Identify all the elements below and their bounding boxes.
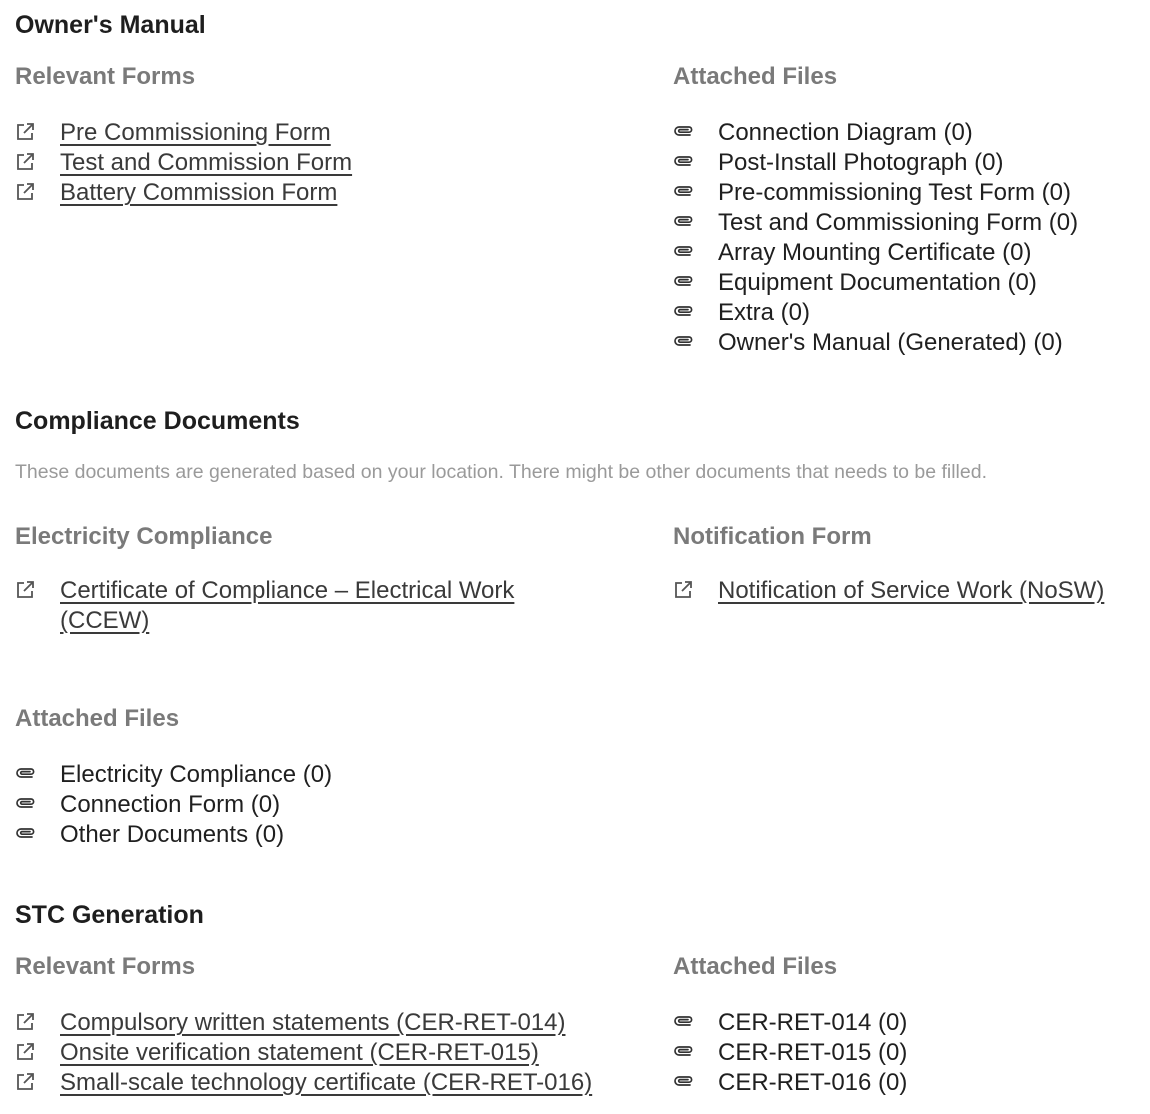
form-link-item [15, 1068, 592, 1098]
paperclip-icon [15, 794, 35, 814]
cer-ret-016-link[interactable]: Small-scale technology certificate (CER-RET-016) [60, 1069, 593, 1096]
attached-file-item[interactable] [673, 238, 1078, 268]
form-link-item [15, 148, 352, 178]
attached-file-label: Array Mounting Certificate (0) [718, 239, 1032, 266]
external-link-icon [15, 122, 35, 142]
owners-manual-forms-heading: Relevant Forms [15, 63, 196, 90]
attached-file-label: Extra (0) [718, 299, 811, 326]
paperclip-icon [15, 764, 35, 784]
compliance-files-list [15, 760, 332, 850]
attached-file-label: CER-RET-015 (0) [718, 1039, 908, 1066]
compliance-documents-title: Compliance Documents [15, 407, 300, 435]
external-link-icon [15, 580, 35, 600]
attached-file-item[interactable] [673, 178, 1078, 208]
external-link-icon [15, 182, 35, 202]
external-link-icon [15, 152, 35, 172]
external-link-icon [15, 1072, 35, 1092]
paperclip-icon [673, 152, 693, 172]
form-link-item [673, 576, 1104, 606]
attached-file-label: Post-Install Photograph (0) [718, 149, 1004, 176]
paperclip-icon [673, 1012, 693, 1032]
paperclip-icon [673, 272, 693, 292]
attached-file-item[interactable] [673, 118, 1078, 148]
attached-file-label: CER-RET-016 (0) [718, 1069, 908, 1096]
cer-ret-015-link[interactable]: Onsite verification statement (CER-RET-015) [60, 1039, 539, 1066]
pre-commissioning-form-link[interactable]: Pre Commissioning Form [60, 119, 331, 146]
attached-file-item[interactable] [15, 760, 332, 790]
external-link-icon [15, 1012, 35, 1032]
attached-file-item[interactable] [673, 208, 1078, 238]
battery-commission-form-link[interactable]: Battery Commission Form [60, 179, 338, 206]
paperclip-icon [673, 212, 693, 232]
attached-file-item[interactable] [673, 1008, 907, 1038]
stc-forms-heading: Relevant Forms [15, 953, 196, 980]
stc-files-list [673, 1008, 907, 1098]
stc-generation-title: STC Generation [15, 901, 204, 929]
form-link-item [15, 178, 352, 208]
form-link-item [15, 1008, 592, 1038]
owners-manual-files-list [673, 118, 1078, 358]
cer-ret-014-link[interactable]: Compulsory written statements (CER-RET-014) [60, 1009, 566, 1036]
nosw-link[interactable]: Notification of Service Work (NoSW) [718, 577, 1105, 604]
form-link-item [15, 1038, 592, 1068]
attached-file-item[interactable] [673, 1038, 907, 1068]
external-link-icon [673, 580, 693, 600]
attached-file-label: Test and Commissioning Form (0) [718, 209, 1079, 236]
attached-file-item[interactable] [15, 820, 332, 850]
owners-manual-files-heading: Attached Files [673, 63, 838, 90]
attached-file-label: Equipment Documentation (0) [718, 269, 1037, 296]
attached-file-label: Pre-commissioning Test Form (0) [718, 179, 1071, 206]
compliance-files-heading: Attached Files [15, 705, 180, 732]
attached-file-item[interactable] [673, 298, 1078, 328]
paperclip-icon [15, 824, 35, 844]
attached-file-label: Owner's Manual (Generated) (0) [718, 329, 1063, 356]
paperclip-icon [673, 332, 693, 352]
owners-manual-title: Owner's Manual [15, 11, 206, 39]
electricity-compliance-heading: Electricity Compliance [15, 523, 273, 550]
external-link-icon [15, 1042, 35, 1062]
attached-file-item[interactable] [673, 328, 1078, 358]
attached-file-label: Electricity Compliance (0) [60, 761, 333, 788]
stc-forms-list [15, 1008, 592, 1098]
paperclip-icon [673, 1042, 693, 1062]
paperclip-icon [673, 1072, 693, 1092]
stc-files-heading: Attached Files [673, 953, 838, 980]
attached-file-label: Other Documents (0) [60, 821, 285, 848]
owners-manual-forms-list [15, 118, 352, 208]
notification-form-links [673, 576, 1104, 606]
attached-file-item[interactable] [673, 148, 1078, 178]
test-and-commission-form-link[interactable]: Test and Commission Form [60, 149, 353, 176]
attached-file-item[interactable] [673, 268, 1078, 298]
attached-file-label: Connection Diagram (0) [718, 119, 973, 146]
paperclip-icon [673, 302, 693, 322]
electricity-compliance-links [15, 576, 575, 636]
attached-file-item[interactable] [15, 790, 332, 820]
ccew-link[interactable]: Certificate of Compliance – Electrical Work (CCEW) [60, 577, 515, 634]
form-link-item [15, 118, 352, 148]
paperclip-icon [673, 242, 693, 262]
attached-file-label: Connection Form (0) [60, 791, 281, 818]
paperclip-icon [673, 122, 693, 142]
form-link-item [15, 576, 575, 636]
paperclip-icon [673, 182, 693, 202]
attached-file-label: CER-RET-014 (0) [718, 1009, 908, 1036]
compliance-note: These documents are generated based on your location. There might be other documents that needs to be filled. [15, 461, 988, 483]
notification-form-heading: Notification Form [673, 523, 872, 550]
attached-file-item[interactable] [673, 1068, 907, 1098]
